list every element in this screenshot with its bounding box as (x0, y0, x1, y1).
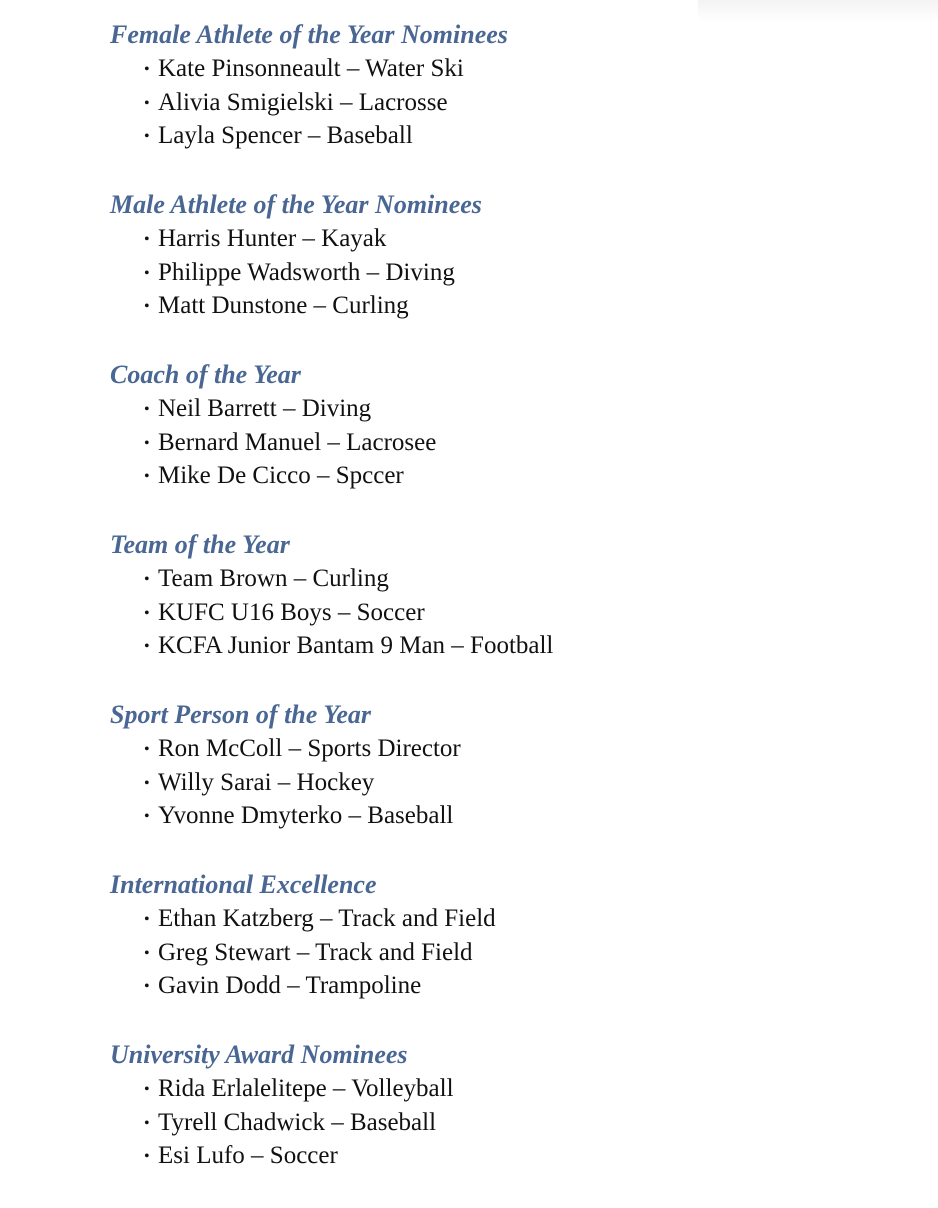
bullet-icon: • (144, 434, 150, 452)
nominee-item (144, 459, 910, 493)
nominee-text: Gavin Dodd – Trampoline (158, 972, 422, 1000)
bullet-icon: • (144, 1148, 150, 1166)
nominee-item (144, 1072, 910, 1106)
nominee-text: Neil Barrett – Diving (158, 395, 372, 422)
bullet-icon: • (144, 911, 150, 928)
nominee-item (144, 969, 910, 1003)
nominee-item (144, 902, 910, 936)
nominee-document (110, 18, 910, 1208)
nominee-list (110, 1072, 910, 1173)
bullet-icon: • (144, 944, 150, 962)
nominee-text: Alivia Smigielski – Lacrosse (158, 88, 448, 116)
bullet-icon: • (144, 808, 150, 826)
nominee-item (144, 392, 910, 426)
nominee-text: KCFA Junior Bantam 9 Man – Football (158, 632, 554, 660)
section-university (110, 1038, 910, 1208)
section-title: International Excellence (110, 870, 377, 899)
nominee-item (144, 52, 910, 86)
nominee-text: KUFC U16 Boys – Soccer (158, 598, 425, 626)
bullet-icon: • (144, 264, 150, 282)
nominee-text: Layla Spencer – Baseball (158, 122, 413, 150)
nominee-item (144, 256, 910, 290)
nominee-item (144, 119, 910, 153)
section-international (110, 868, 910, 1038)
nominee-item (144, 562, 910, 596)
bullet-icon: • (144, 638, 150, 656)
nominee-text: Harris Hunter – Kayak (158, 225, 387, 252)
nominee-text: Yvonne Dmyterko – Baseball (158, 802, 454, 830)
nominee-text: Ron McColl – Sports Director (158, 735, 461, 762)
nominee-item (144, 732, 910, 766)
nominee-list (110, 222, 910, 323)
nominee-text: Bernard Manuel – Lacrosee (158, 428, 437, 456)
bullet-icon: • (144, 401, 150, 418)
nominee-text: Rida Erlalelitepe – Volleyball (158, 1075, 454, 1102)
bullet-icon: • (144, 128, 150, 146)
bullet-icon: • (144, 1081, 150, 1098)
bullet-icon: • (144, 571, 150, 588)
bullet-icon: • (144, 1114, 150, 1132)
nominee-text: Kate Pinsonneault – Water Ski (158, 55, 464, 82)
section-title: Male Athlete of the Year Nominees (110, 190, 482, 219)
nominee-list (110, 732, 910, 833)
section-sport-person (110, 698, 910, 868)
nominee-text: Greg Stewart – Track and Field (158, 938, 473, 966)
nominee-item (144, 1139, 910, 1173)
nominee-text: Willy Sarai – Hockey (158, 768, 375, 796)
section-male-athlete (110, 188, 910, 358)
nominee-item (144, 86, 910, 120)
bullet-icon: • (144, 604, 150, 622)
section-title: University Award Nominees (110, 1040, 408, 1069)
section-title: Coach of the Year (110, 360, 301, 389)
nominee-list (110, 902, 910, 1003)
nominee-list (110, 392, 910, 493)
nominee-text: Matt Dunstone – Curling (158, 292, 409, 320)
bullet-icon: • (144, 298, 150, 316)
nominee-item (144, 799, 910, 833)
section-coach (110, 358, 910, 528)
nominee-item (144, 936, 910, 970)
nominee-text: Esi Lufo – Soccer (158, 1142, 338, 1170)
nominee-item (144, 222, 910, 256)
nominee-list (110, 562, 910, 663)
nominee-item (144, 289, 910, 323)
section-title: Sport Person of the Year (110, 700, 371, 729)
section-title: Team of the Year (110, 530, 290, 559)
section-title: Female Athlete of the Year Nominees (110, 20, 508, 49)
bullet-icon: • (144, 94, 150, 112)
bullet-icon: • (144, 741, 150, 758)
nominee-text: Mike De Cicco – Spccer (158, 462, 404, 490)
nominee-item (144, 766, 910, 800)
nominee-item (144, 1106, 910, 1140)
section-female-athlete (110, 18, 910, 188)
nominee-item (144, 426, 910, 460)
nominee-text: Philippe Wadsworth – Diving (158, 258, 455, 286)
bullet-icon: • (144, 231, 150, 248)
nominee-list (110, 52, 910, 153)
bullet-icon: • (144, 774, 150, 792)
bullet-icon: • (144, 61, 150, 78)
nominee-text: Ethan Katzberg – Track and Field (158, 905, 496, 932)
bullet-icon: • (144, 468, 150, 486)
nominee-item (144, 629, 910, 663)
nominee-text: Tyrell Chadwick – Baseball (158, 1108, 437, 1136)
bullet-icon: • (144, 978, 150, 996)
section-team (110, 528, 910, 698)
nominee-item (144, 596, 910, 630)
nominee-text: Team Brown – Curling (158, 565, 389, 592)
